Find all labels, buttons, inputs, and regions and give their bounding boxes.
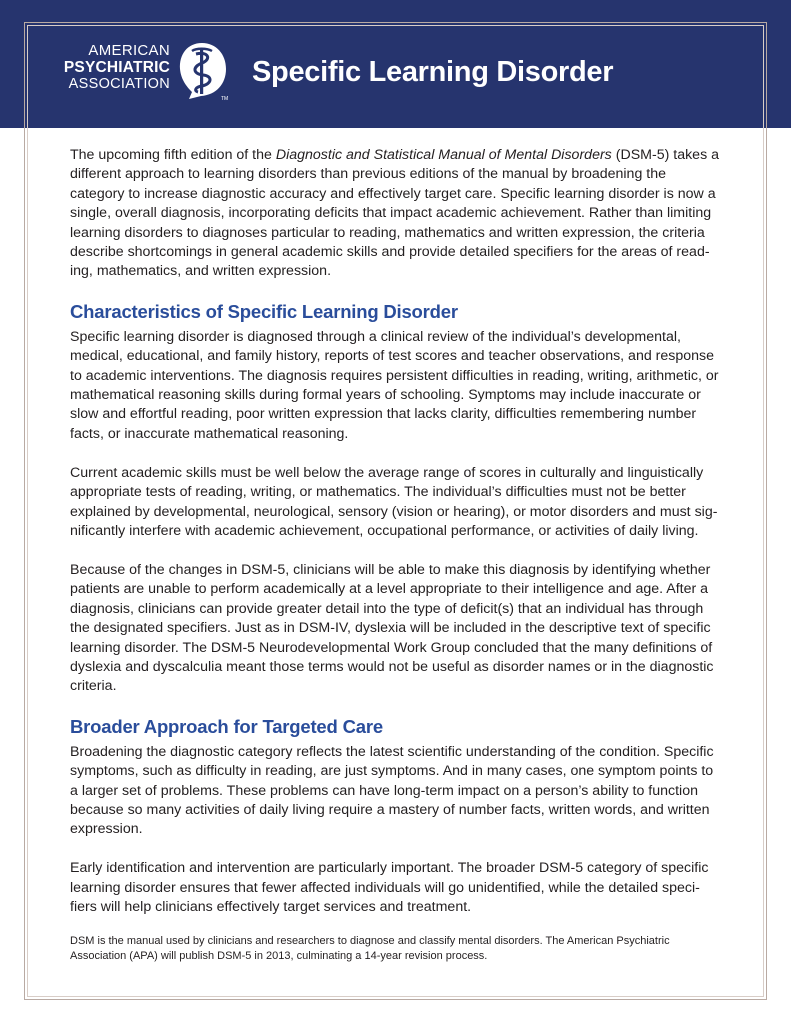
intro-text-start: The upcoming fifth edition of the — [70, 147, 276, 163]
logo-line-psychiatric: PSYCHIATRIC — [63, 59, 170, 76]
apa-logo — [52, 40, 232, 104]
logo-wordmark — [52, 42, 170, 93]
characteristics-paragraph-2: Current academic skills must be well below the average range of scores in culturally and linguistically appropriate tests of reading, writing, or mathematics. The individual’s difficulties must not be better explained by developmental, neurological, sensory (vision or hearing), or motor disorders and must sig-nificantly interfere with academic achievement, occupational performance, or activities of daily living. — [70, 464, 718, 539]
broader-approach-paragraph-2: Early identification and intervention are particularly important. The broader DSM-5 category of specific learning disorder ensures that fewer affected individuals will go unidentified, while the detailed speci-fiers will help clinicians effectively target services and treatment. — [70, 860, 709, 916]
document-body — [70, 146, 720, 964]
intro-text-rest: (DSM-5) takes a different approach to learning disorders than previous editions of the manual by broadening the category to increase diagnostic accuracy and effectively target care. Specific learning disorder is now a single, overall diagnosis, incorporating deficits that impact academic achievement. Rather than limiting learning disorders to diagnoses particular to reading, mathematics and written expression, the criteria describe shortcomings in general academic skills and provide detailed specifiers for the areas of read-ing, mathematics, and written expression. — [70, 147, 719, 280]
page-title: Specific Learning Disorder — [252, 56, 614, 88]
footnote: DSM is the manual used by clinicians and researchers to diagnose and classify mental disorders. The American Psychiatric Association (APA) will publish DSM-5 in 2013, culminating a 14-year revision process. — [70, 934, 670, 962]
svg-text:TM: TM — [221, 96, 229, 102]
section-heading-characteristics: Characteristics of Specific Learning Disorder — [70, 300, 458, 322]
apa-caduceus-logo-icon — [175, 40, 229, 102]
intro-book-title: Diagnostic and Statistical Manual of Mental Disorders — [275, 147, 612, 163]
logo-line-association: ASSOCIATION — [68, 76, 170, 92]
section-heading-broader-approach: Broader Approach for Targeted Care — [70, 715, 383, 737]
broader-approach-paragraph-1: Broadening the diagnostic category reflects the latest scientific understanding of the condition. Specific symptoms, such as difficulty in reading, are just symptoms. And in many cases, one symptom points to a larger set of problems. These problems can have long-term impact on a person’s ability to function because so many activities of daily living require a mastery of number facts, written words, and written expression. — [70, 743, 714, 838]
intro-paragraph — [70, 146, 720, 282]
characteristics-paragraph-3: Because of the changes in DSM-5, clinicians will be able to make this diagnosis by identifying whether patients are unable to perform academically at a level appropriate to their intelligence and age. After a diagnosis, clinicians can provide greater detail into the type of deficit(s) that an individual has through the designated specifiers. Just as in DSM-IV, dyslexia will be included in the descriptive text of specific learning disorder. The DSM-5 Neurodevelopmental Work Group concluded that the many definitions of dyslexia and dyscalculia meant those terms would not be useful as disorder names or in the diagnostic criteria. — [70, 561, 714, 695]
characteristics-paragraph-1: Specific learning disorder is diagnosed through a clinical review of the individual’s developmental, medical, educational, and family history, reports of test scores and teacher observations, and response to academic interventions. The diagnosis requires persistent difficulties in reading, writing, arithmetic, or mathematical reasoning skills during formal years of schooling. Symptoms may include inaccurate or slow and effortful reading, poor written expression that lacks clarity, difficulties remembering number facts, or inaccurate mathematical reasoning. — [70, 328, 719, 442]
logo-line-american: AMERICAN — [88, 42, 170, 59]
